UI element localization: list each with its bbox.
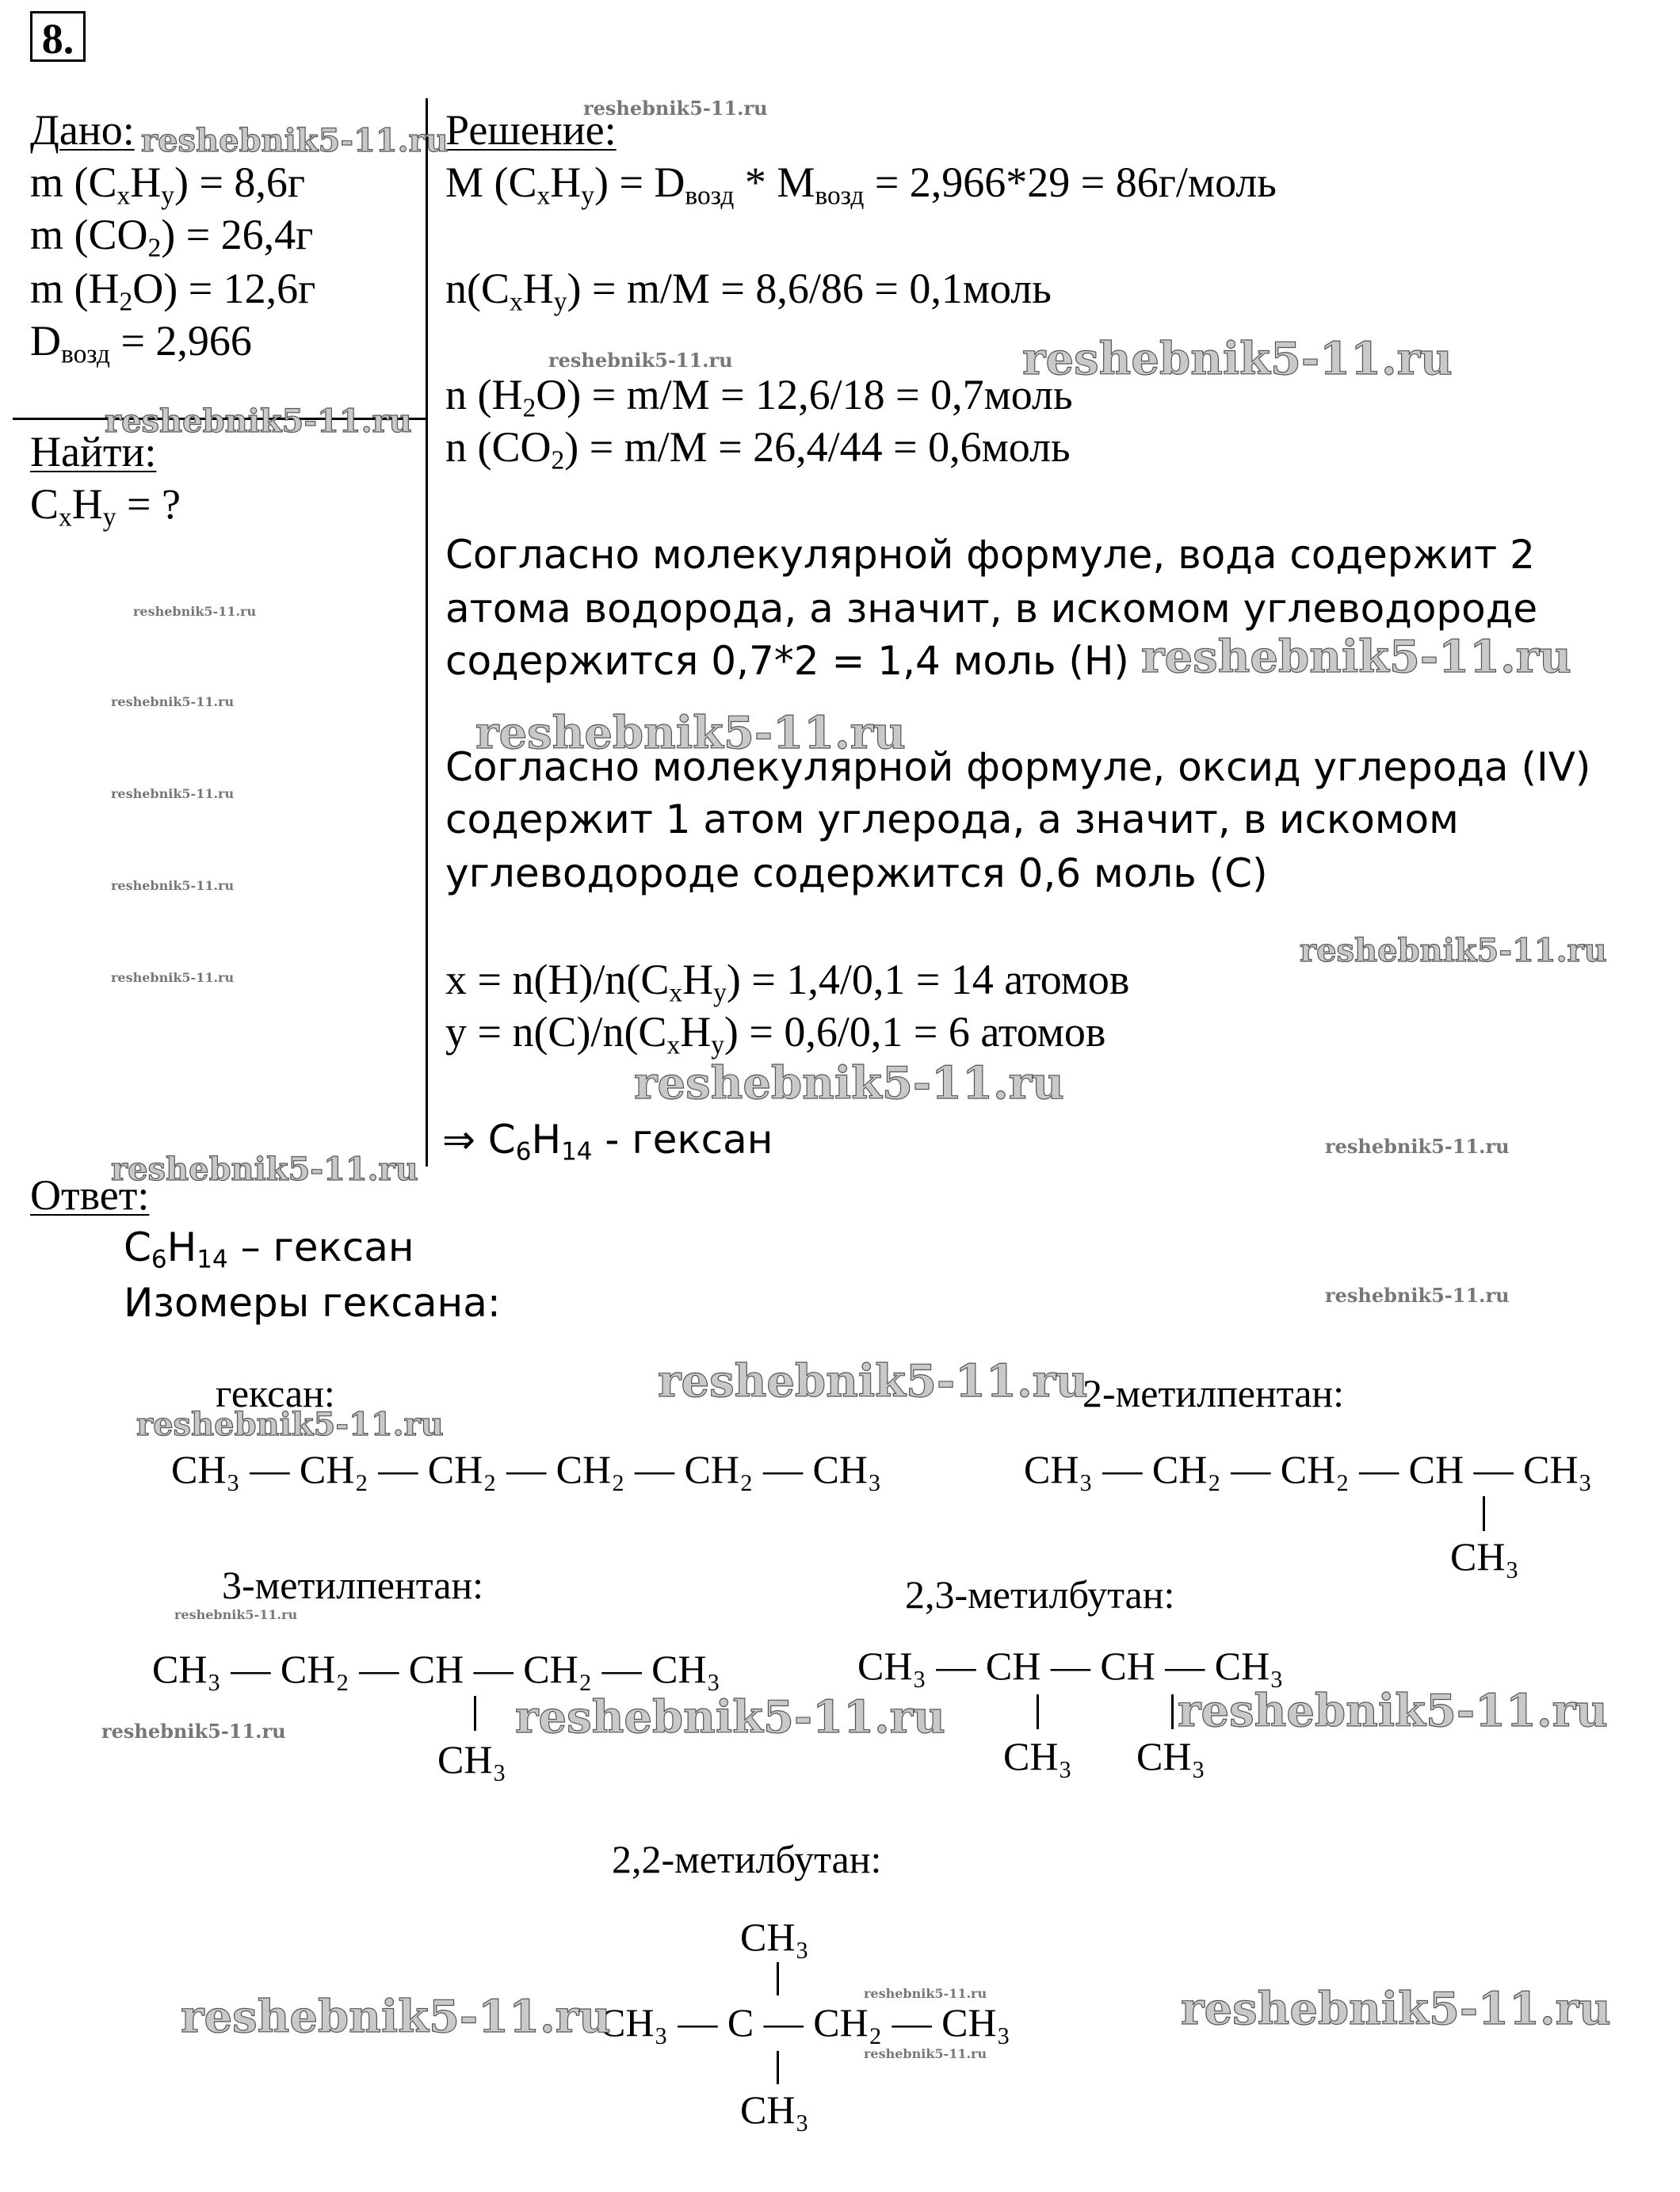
watermark: reshebnik5-11.ru bbox=[1325, 1284, 1510, 1307]
watermark: reshebnik5-11.ru bbox=[1181, 1983, 1611, 2035]
watermark: reshebnik5-11.ru bbox=[111, 878, 235, 893]
methylpentane-3-structure: CH₃ — CH₂ — CH — CH₂ — CH₃ bbox=[152, 1647, 721, 1691]
watermark: reshebnik5-11.ru bbox=[515, 1691, 945, 1743]
methylpentane-3-name: 3-метилпентан: bbox=[222, 1563, 484, 1607]
hexane-name: гексан: bbox=[216, 1371, 335, 1415]
watermark: reshebnik5-11.ru bbox=[1022, 333, 1453, 385]
given-mass-co2: m $(CO_2) = 26,4г$ bbox=[30, 211, 314, 263]
solution-x-atoms: $x = n(H)/n(C_xH_y) = 1,4/0,1 = 14$ атомов bbox=[445, 956, 1130, 1008]
methylbutane-23-bond-2 bbox=[1171, 1694, 1174, 1729]
solution-para1-line2: атома водорода, а значит, в искомом углеводороде bbox=[445, 586, 1538, 632]
methylbutane-23-name: 2,3-метилбутан: bbox=[905, 1572, 1175, 1617]
watermark: reshebnik5-11.ru bbox=[864, 1986, 987, 2001]
watermark: reshebnik5-11.ru bbox=[111, 1151, 418, 1188]
methylpentane-2-name: 2-метилпентан: bbox=[1082, 1371, 1345, 1415]
watermark: reshebnik5-11.ru bbox=[475, 707, 906, 759]
solution-para1-line3: содержится 0,7*2 = 1,4 моль (H) bbox=[445, 638, 1129, 684]
watermark: reshebnik5-11.ru bbox=[583, 97, 768, 120]
watermark: reshebnik5-11.ru bbox=[181, 1991, 611, 2043]
hexane-structure: CH₃ — CH₂ — CH₂ — CH₂ — CH₂ — CH₃ bbox=[171, 1447, 882, 1491]
methylbutane-22-bottom: CH₃ bbox=[740, 2087, 809, 2132]
watermark: reshebnik5-11.ru bbox=[141, 122, 449, 159]
watermark: reshebnik5-11.ru bbox=[864, 2046, 987, 2061]
watermark: reshebnik5-11.ru bbox=[136, 1406, 444, 1443]
watermark: reshebnik5-11.ru bbox=[548, 349, 733, 372]
solution-para1-line1: Согласно молекулярной формуле, вода содержит 2 bbox=[445, 532, 1535, 578]
given-mass-hydrocarbon: m $(C_xH_y) = 8,6г$ bbox=[30, 158, 306, 211]
find-heading: Найти: bbox=[30, 428, 157, 475]
methylbutane-22-top: CH₃ bbox=[740, 1915, 809, 1959]
methylbutane-23-branch-1: CH₃ bbox=[1003, 1734, 1072, 1778]
watermark: reshebnik5-11.ru bbox=[133, 604, 257, 619]
answer-heading: Ответ: bbox=[30, 1171, 150, 1219]
given-heading: Дано: bbox=[30, 106, 135, 154]
methylpentane-2-bond bbox=[1483, 1496, 1485, 1531]
solution-heading: Решение: bbox=[445, 106, 617, 154]
methylbutane-22-name: 2,2-метилбутан: bbox=[612, 1837, 882, 1881]
solution-para2-line3: углеводороде содержится 0,6 моль (C) bbox=[445, 850, 1268, 896]
solution-y-atoms: $y = n(C)/n(C_xH_y) = 0,6/0,1 = 6$ атомов bbox=[445, 1008, 1106, 1060]
methylbutane-22-bond-top bbox=[777, 1962, 779, 1995]
watermark: reshebnik5-11.ru bbox=[1178, 1685, 1608, 1737]
given-density: $D_{возд} = 2,966$ bbox=[30, 317, 252, 369]
answer-formula: $C_6H_{14}$ – гексан bbox=[124, 1224, 414, 1274]
methylbutane-23-branch-2: CH₃ bbox=[1136, 1734, 1205, 1778]
vertical-divider bbox=[426, 98, 428, 1167]
watermark: reshebnik5-11.ru bbox=[105, 403, 412, 440]
solution-moles-hydrocarbon: $n(C_xH_y) = m/M = 8,6/86$ = 0,1моль bbox=[445, 265, 1052, 317]
methylbutane-23-structure: CH₃ — CH — CH — CH₃ bbox=[857, 1644, 1284, 1688]
watermark: reshebnik5-11.ru bbox=[101, 1720, 286, 1743]
watermark: reshebnik5-11.ru bbox=[174, 1607, 298, 1622]
watermark: reshebnik5-11.ru bbox=[111, 970, 235, 985]
find-formula: $C_xH_y$ = ? bbox=[30, 480, 181, 533]
solution-molar-mass: M $(C_xH_y) = D_{возд} * M_{возд} = 2,966*29$ = 86г/моль bbox=[445, 158, 1277, 211]
watermark: reshebnik5-11.ru bbox=[658, 1355, 1088, 1407]
solution-moles-co2: n $(CO_2) = m/M = 26,4/44$ = 0,6моль bbox=[445, 423, 1071, 475]
methylpentane-2-branch: CH₃ bbox=[1450, 1534, 1519, 1579]
methylpentane-3-branch: CH₃ bbox=[437, 1737, 506, 1781]
methylbutane-22-structure: CH₃ — C — CH₂ — CH₃ bbox=[599, 2000, 1011, 2045]
answer-isomers-label: Изомеры гексана: bbox=[124, 1280, 501, 1326]
watermark: reshebnik5-11.ru bbox=[634, 1057, 1064, 1109]
watermark: reshebnik5-11.ru bbox=[1325, 1135, 1510, 1158]
solution-conclusion: ⇒ $C_6H_{14}$ - гексан bbox=[442, 1117, 773, 1167]
problem-number: 8. bbox=[30, 11, 86, 62]
methylbutane-22-bond-bottom bbox=[777, 2051, 779, 2084]
methylpentane-3-bond bbox=[474, 1696, 476, 1731]
watermark: reshebnik5-11.ru bbox=[111, 694, 235, 709]
watermark: reshebnik5-11.ru bbox=[1141, 631, 1571, 683]
solution-para2-line2: содержит 1 атом углерода, а значит, в искомом bbox=[445, 796, 1459, 842]
watermark: reshebnik5-11.ru bbox=[111, 786, 235, 801]
methylpentane-2-structure: CH₃ — CH₂ — CH₂ — CH — CH₃ bbox=[1024, 1447, 1593, 1491]
solution-para2-line1: Согласно молекулярной формуле, оксид углерода (IV) bbox=[445, 744, 1591, 790]
given-mass-h2o: m $(H_2O) = 12,6г$ bbox=[30, 265, 316, 317]
methylbutane-23-bond-1 bbox=[1037, 1694, 1039, 1729]
solution-moles-h2o: n $(H_2O) = m/M = 12,6/18$ = 0,7моль bbox=[445, 371, 1073, 423]
watermark: reshebnik5-11.ru bbox=[1300, 932, 1607, 969]
